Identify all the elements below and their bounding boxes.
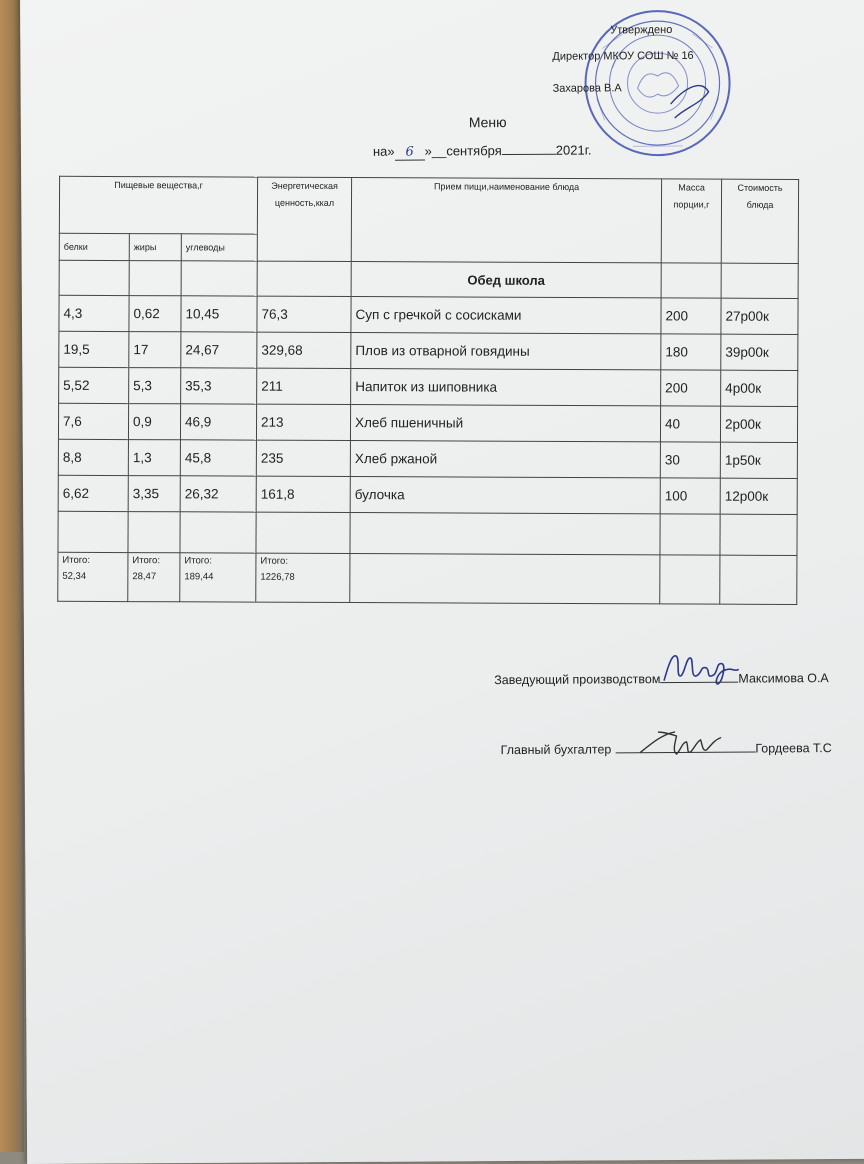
table-row — [59, 295, 798, 334]
cell-dish: Хлеб пшеничный — [350, 405, 660, 442]
cell-mass: 40 — [660, 406, 720, 442]
menu-date — [373, 143, 592, 161]
cell-fat: 0,62 — [129, 296, 181, 332]
cell-cost: 2р00к — [720, 406, 797, 442]
date-year: 2021г. — [556, 143, 592, 158]
cell-dish: Суп с гречкой с сосисками — [351, 297, 661, 334]
date-day-blank — [395, 144, 425, 161]
table-row — [59, 331, 798, 370]
cell-fat: 17 — [129, 332, 181, 368]
header-dish: Прием пищи,наименование блюда — [351, 178, 661, 263]
director-title: Директор МКОУ СОШ № 16 — [552, 50, 693, 63]
table-row — [59, 367, 798, 406]
cell-protein: 8,8 — [58, 439, 128, 475]
cell-fat: 1,3 — [128, 440, 180, 476]
cell-carbs: 10,45 — [181, 296, 257, 332]
cell-cost: 12р00к — [720, 478, 797, 514]
cell-dish: Напиток из шиповника — [351, 369, 661, 406]
header-carbs: углеводы — [181, 234, 257, 261]
accountant-role: Главный бухгалтер — [501, 742, 612, 757]
cell-carbs: 45,8 — [180, 440, 256, 476]
cell-protein: 5,52 — [59, 367, 129, 403]
header-energy: Энергетическая ценность,ккал — [257, 177, 351, 261]
total-protein: Итого: 52,34 — [58, 552, 128, 601]
table-row — [58, 403, 797, 442]
date-day: 6 — [405, 145, 413, 160]
producer-handwritten-signature — [660, 646, 740, 690]
accountant-handwritten-signature — [636, 724, 722, 761]
cell-energy: 76,3 — [257, 296, 351, 332]
totals-row — [58, 552, 797, 604]
cell-energy: 213 — [256, 404, 350, 440]
date-year-blank — [502, 154, 556, 155]
page-title: Меню — [469, 114, 507, 130]
director-name: Захарова В.А — [553, 82, 622, 94]
header-mass: Масса порции,г — [661, 179, 721, 263]
menu-document — [20, 0, 864, 1164]
cell-cost: 4р00к — [721, 370, 798, 406]
cell-energy: 161,8 — [256, 476, 350, 512]
date-prefix: на» — [373, 144, 395, 159]
header-fat: жиры — [129, 234, 181, 261]
cell-carbs: 46,9 — [180, 404, 256, 440]
cell-protein: 6,62 — [58, 475, 128, 511]
cell-cost: 1р50к — [720, 442, 797, 478]
total-energy: Итого: 1226,78 — [256, 553, 350, 602]
header-cost: Стоимость блюда — [721, 179, 798, 263]
cell-energy: 235 — [256, 440, 350, 476]
cell-mass: 100 — [660, 478, 720, 514]
cell-protein: 7,6 — [58, 403, 128, 439]
cell-energy: 329,68 — [257, 332, 351, 368]
section-title: Обед школа — [351, 262, 661, 298]
cell-cost: 39р00к — [721, 334, 798, 370]
table-row — [58, 439, 797, 478]
cell-dish: Плов из отварной говядины — [351, 333, 661, 370]
cell-mass: 200 — [661, 298, 721, 334]
accountant-name: Гордеева Т.С — [755, 741, 832, 755]
date-month: »__сентября — [425, 143, 502, 158]
cell-fat: 5,3 — [129, 368, 181, 404]
producer-name: Максимова О.А — [738, 671, 828, 686]
empty-row — [58, 511, 797, 555]
producer-role: Заведующий производством — [494, 672, 660, 687]
total-carbs: Итого: 189,44 — [180, 553, 256, 602]
cell-protein: 19,5 — [59, 331, 129, 367]
approval-label: Утверждено — [610, 24, 672, 36]
cell-energy: 211 — [257, 368, 351, 404]
cell-carbs: 26,32 — [180, 476, 256, 512]
cell-fat: 3,35 — [128, 476, 180, 512]
table-header-row — [59, 176, 798, 236]
cell-carbs: 24,67 — [181, 332, 257, 368]
cell-dish: булочка — [350, 477, 660, 514]
cell-carbs: 35,3 — [181, 368, 257, 404]
cell-mass: 30 — [660, 442, 720, 478]
menu-table — [57, 176, 799, 605]
header-nutrients: Пищевые вещества,г — [59, 176, 257, 234]
cell-dish: Хлеб ржаной — [350, 441, 660, 478]
table-row — [58, 475, 797, 514]
cell-fat: 0,9 — [128, 404, 180, 440]
cell-cost: 27р00к — [721, 298, 798, 334]
cell-mass: 200 — [661, 370, 721, 406]
section-row — [59, 260, 798, 298]
cell-mass: 180 — [661, 334, 721, 370]
total-fat: Итого: 28,47 — [128, 553, 180, 602]
header-protein: белки — [59, 233, 129, 260]
cell-protein: 4,3 — [59, 295, 129, 331]
